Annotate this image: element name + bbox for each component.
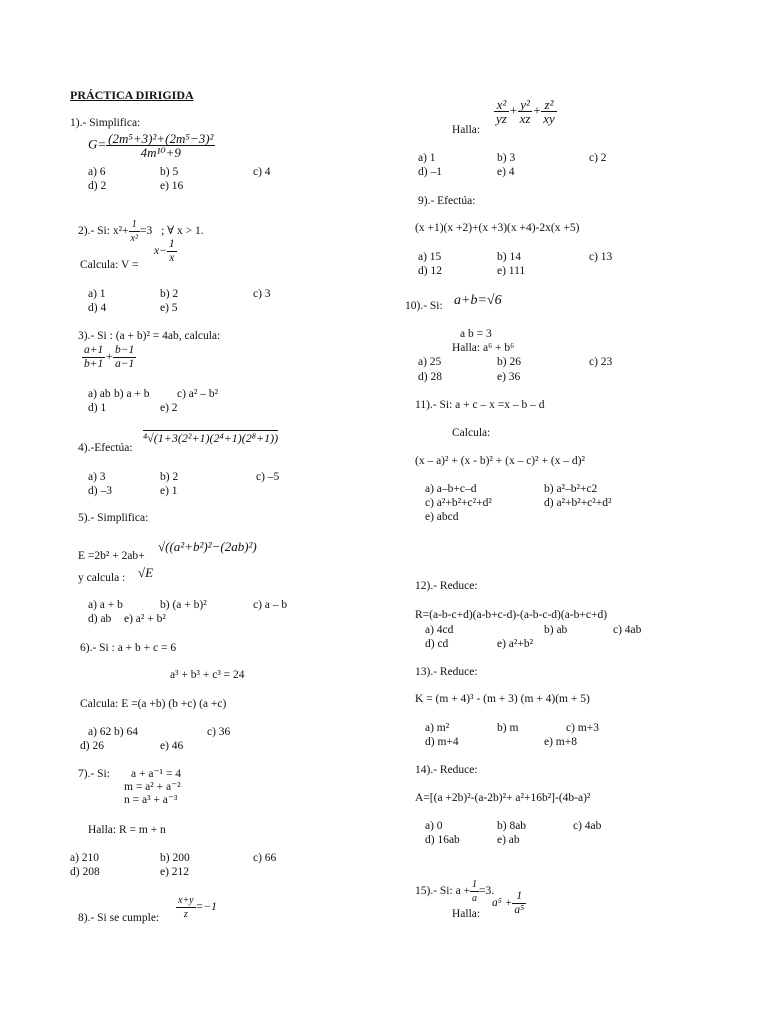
p2-opt-c: c) 3 xyxy=(253,288,271,300)
p12-opt-a: a) 4cd xyxy=(425,624,454,636)
problem-2-label: 2).- Si: x²+ $\frac{1}{\text{x²}}$ =3 ; ∀ x > 1. xyxy=(78,219,204,244)
p3-opt-c: c) a² – b² xyxy=(177,388,219,400)
problem-13-label: 13).- Reduce: xyxy=(415,666,478,678)
problem-9-expr: (x +1)(x +2)+(x +3)(x +4)-2x(x +5) xyxy=(415,222,580,234)
p4-opt-d: d) –3 xyxy=(88,485,112,497)
p1-opt-a: a) 6 xyxy=(88,166,106,178)
p14-opt-e: e) ab xyxy=(497,834,520,846)
p2-opt-a: a) 1 xyxy=(88,288,106,300)
p2-opt-b: b) 2 xyxy=(160,288,179,300)
p7-opt-b: b) 200 xyxy=(160,852,190,864)
problem-11-expr: (x – a)² + (x - b)² + (x – c)² + (x – d)² xyxy=(415,455,585,467)
p12-opt-d: d) cd xyxy=(425,638,449,650)
problem-7-calc: Halla: R = m + n xyxy=(88,824,166,836)
problem-1-formula: G= $\frac{\text{(2m⁵+3)²+(2m⁵−3)²}}{\text{4m¹⁰+9}}$ xyxy=(88,131,214,160)
p7-opt-d: d) 208 xyxy=(70,866,100,878)
problem-8b-label: Halla: xyxy=(452,124,481,136)
p14-opt-a: a) 0 xyxy=(425,820,443,832)
p6-opt-c: c) 36 xyxy=(207,726,231,738)
p10-opt-b: b) 26 xyxy=(497,356,521,368)
problem-14-label: 14).- Reduce: xyxy=(415,764,478,776)
p13-opt-a: a) m² xyxy=(425,722,450,734)
p8b-opt-e: e) 4 xyxy=(497,166,515,178)
p9-opt-e: e) 111 xyxy=(497,265,526,277)
p11-opt-a: a) a–b+c–d xyxy=(425,483,477,495)
p6-opt-d: d) 26 xyxy=(80,740,104,752)
problem-3-label: 3).- Si : (a + b)² = 4ab, calcula: xyxy=(78,330,221,342)
problem-8-label: 8).- Si se cumple: xyxy=(78,912,160,924)
p4-opt-a: a) 3 xyxy=(88,471,106,483)
p1-opt-b: b) 5 xyxy=(160,166,179,178)
p9-opt-c: c) 13 xyxy=(589,251,613,263)
p10-opt-d: d) 28 xyxy=(418,371,442,383)
p13-opt-b: b) m xyxy=(497,722,519,734)
problem-5-label: 5).- Simplifica: xyxy=(78,512,149,524)
problem-3-formula: $\frac{a+1}{b+1}$ + $\frac{b-1}{a-1}$ xyxy=(84,344,135,370)
problem-2-calc: Calcula: V = xyxy=(80,259,139,271)
problem-7-l2: m = a² + a⁻² xyxy=(124,781,181,793)
p5-opt-d: d) ab xyxy=(88,613,112,625)
problem-6-label: 6).- Si : a + b + c = 6 xyxy=(80,642,177,654)
problem-6-calc: Calcula: E =(a +b) (b +c) (a +c) xyxy=(80,698,227,710)
p9-opt-b: b) 14 xyxy=(497,251,521,263)
problem-14-expr: A=[(a +2b)²-(a-2b)²+ a²+16b²]-(4b-a)² xyxy=(415,792,591,804)
p1-opt-d: d) 2 xyxy=(88,180,107,192)
p9-opt-d: d) 12 xyxy=(418,265,442,277)
problem-8-formula: $\frac{x+y}{z}$ =−1 xyxy=(178,895,217,920)
p12-opt-e: e) a²+b² xyxy=(497,638,534,650)
problem-9-label: 9).- Efectúa: xyxy=(418,195,476,207)
p14-opt-b: b) 8ab xyxy=(497,820,527,832)
problem-6-cond: a³ + b³ + c³ = 24 xyxy=(170,669,245,681)
problem-10-label: 10).- Si: xyxy=(405,300,443,312)
problem-5-sqrtE: √E xyxy=(138,565,154,580)
problem-8b-formula: $\frac{\text{x²}}{yz}$ + $\frac{\text{y²}}{xz}$ + $\frac{\text{z²}}{xy}$ xyxy=(496,97,555,126)
problem-5-calc: y calcula : xyxy=(78,572,126,584)
p1-opt-c: c) 4 xyxy=(253,166,271,178)
p11-opt-c: c) a²+b²+c²+d² xyxy=(425,497,492,509)
p7-opt-c: c) 66 xyxy=(253,852,277,864)
p8b-opt-b: b) 3 xyxy=(497,152,516,164)
problem-10-l2: a b = 3 xyxy=(460,328,492,340)
p8b-opt-c: c) 2 xyxy=(589,152,607,164)
problem-4-label: 4).-Efectúa: xyxy=(78,442,133,454)
problem-11-calc: Calcula: xyxy=(452,427,491,439)
problem-7-l1: a + a⁻¹ = 4 xyxy=(131,768,181,780)
p1-opt-e: e) 16 xyxy=(160,180,184,192)
p3-opt-a: a) ab xyxy=(88,388,111,400)
problem-7-l3: n = a³ + a⁻³ xyxy=(124,794,178,806)
problem-10-eq: a+b=√6 xyxy=(454,293,502,308)
p13-opt-c: c) m+3 xyxy=(566,722,599,734)
problem-15-formula: a⁵ + $\frac{1}{\text{a⁵}}$ xyxy=(492,890,525,916)
p7-opt-a: a) 210 xyxy=(70,852,100,864)
p8b-opt-d: d) –1 xyxy=(418,166,442,178)
problem-11-label: 11).- Si: a + c – x =x – b – d xyxy=(415,399,545,411)
p6-opt-a: a) 62 xyxy=(88,726,112,738)
problem-10-calc: Halla: a⁶ + b⁶ xyxy=(452,342,515,354)
problem-15-label: 15).- Si: a + $\frac{1}{a}$ =3. xyxy=(415,879,495,904)
problem-2-v-formula: x− $\frac{1}{x}$ xyxy=(154,238,175,264)
p11-opt-e: e) abcd xyxy=(425,511,459,523)
p3-opt-d: d) 1 xyxy=(88,402,107,414)
p5-opt-a: a) a + b xyxy=(88,599,123,611)
p3-opt-b: b) a + b xyxy=(114,388,150,400)
problem-5-root: √((a²+b²)²−(2ab)²) xyxy=(158,539,257,554)
page-title: PRÁCTICA DIRIGIDA xyxy=(70,88,194,102)
p3-opt-e: e) 2 xyxy=(160,402,178,414)
p4-opt-e: e) 1 xyxy=(160,485,178,497)
p10-opt-c: c) 23 xyxy=(589,356,613,368)
p2-opt-e: e) 5 xyxy=(160,302,178,314)
p10-opt-e: e) 36 xyxy=(497,371,521,383)
problem-7-label: 7).- Si: xyxy=(78,768,110,780)
p10-opt-a: a) 25 xyxy=(418,356,442,368)
problem-13-expr: K = (m + 4)³ - (m + 3) (m + 4)(m + 5) xyxy=(415,693,590,705)
p5-opt-c: c) a – b xyxy=(253,599,288,611)
p9-opt-a: a) 15 xyxy=(418,251,442,263)
p12-opt-c: c) 4ab xyxy=(613,624,642,636)
p14-opt-d: d) 16ab xyxy=(425,834,460,846)
p13-opt-d: d) m+4 xyxy=(425,736,459,748)
problem-12-expr: R=(a-b-c+d)(a-b+c-d)-(a-b-c-d)(a-b+c+d) xyxy=(415,609,608,621)
p6-opt-e: e) 46 xyxy=(160,740,184,752)
p14-opt-c: c) 4ab xyxy=(573,820,602,832)
p8b-opt-a: a) 1 xyxy=(418,152,436,164)
problem-4-formula: ⁴√(1+3(2²+1)(2⁴+1)(2⁸+1)) xyxy=(143,431,279,445)
p11-opt-b: b) a²–b²+c2 xyxy=(544,483,598,495)
problem-5-e-eq: E =2b² + 2ab+ xyxy=(78,550,145,562)
problem-15-halla: Halla: xyxy=(452,908,481,920)
p2-opt-d: d) 4 xyxy=(88,302,107,314)
p11-opt-d: d) a²+b²+c²+d² xyxy=(544,497,612,509)
p5-opt-b: b) (a + b)² xyxy=(160,599,207,611)
p4-opt-b: b) 2 xyxy=(160,471,179,483)
p6-opt-b: b) 64 xyxy=(114,726,138,738)
p7-opt-e: e) 212 xyxy=(160,866,190,878)
p13-opt-e: e) m+8 xyxy=(544,736,577,748)
problem-1-label: 1).- Simplifica: xyxy=(70,117,141,129)
p4-opt-c: c) –5 xyxy=(256,471,280,483)
problem-12-label: 12).- Reduce: xyxy=(415,580,478,592)
p12-opt-b: b) ab xyxy=(544,624,568,636)
p5-opt-e: e) a² + b² xyxy=(124,613,166,625)
